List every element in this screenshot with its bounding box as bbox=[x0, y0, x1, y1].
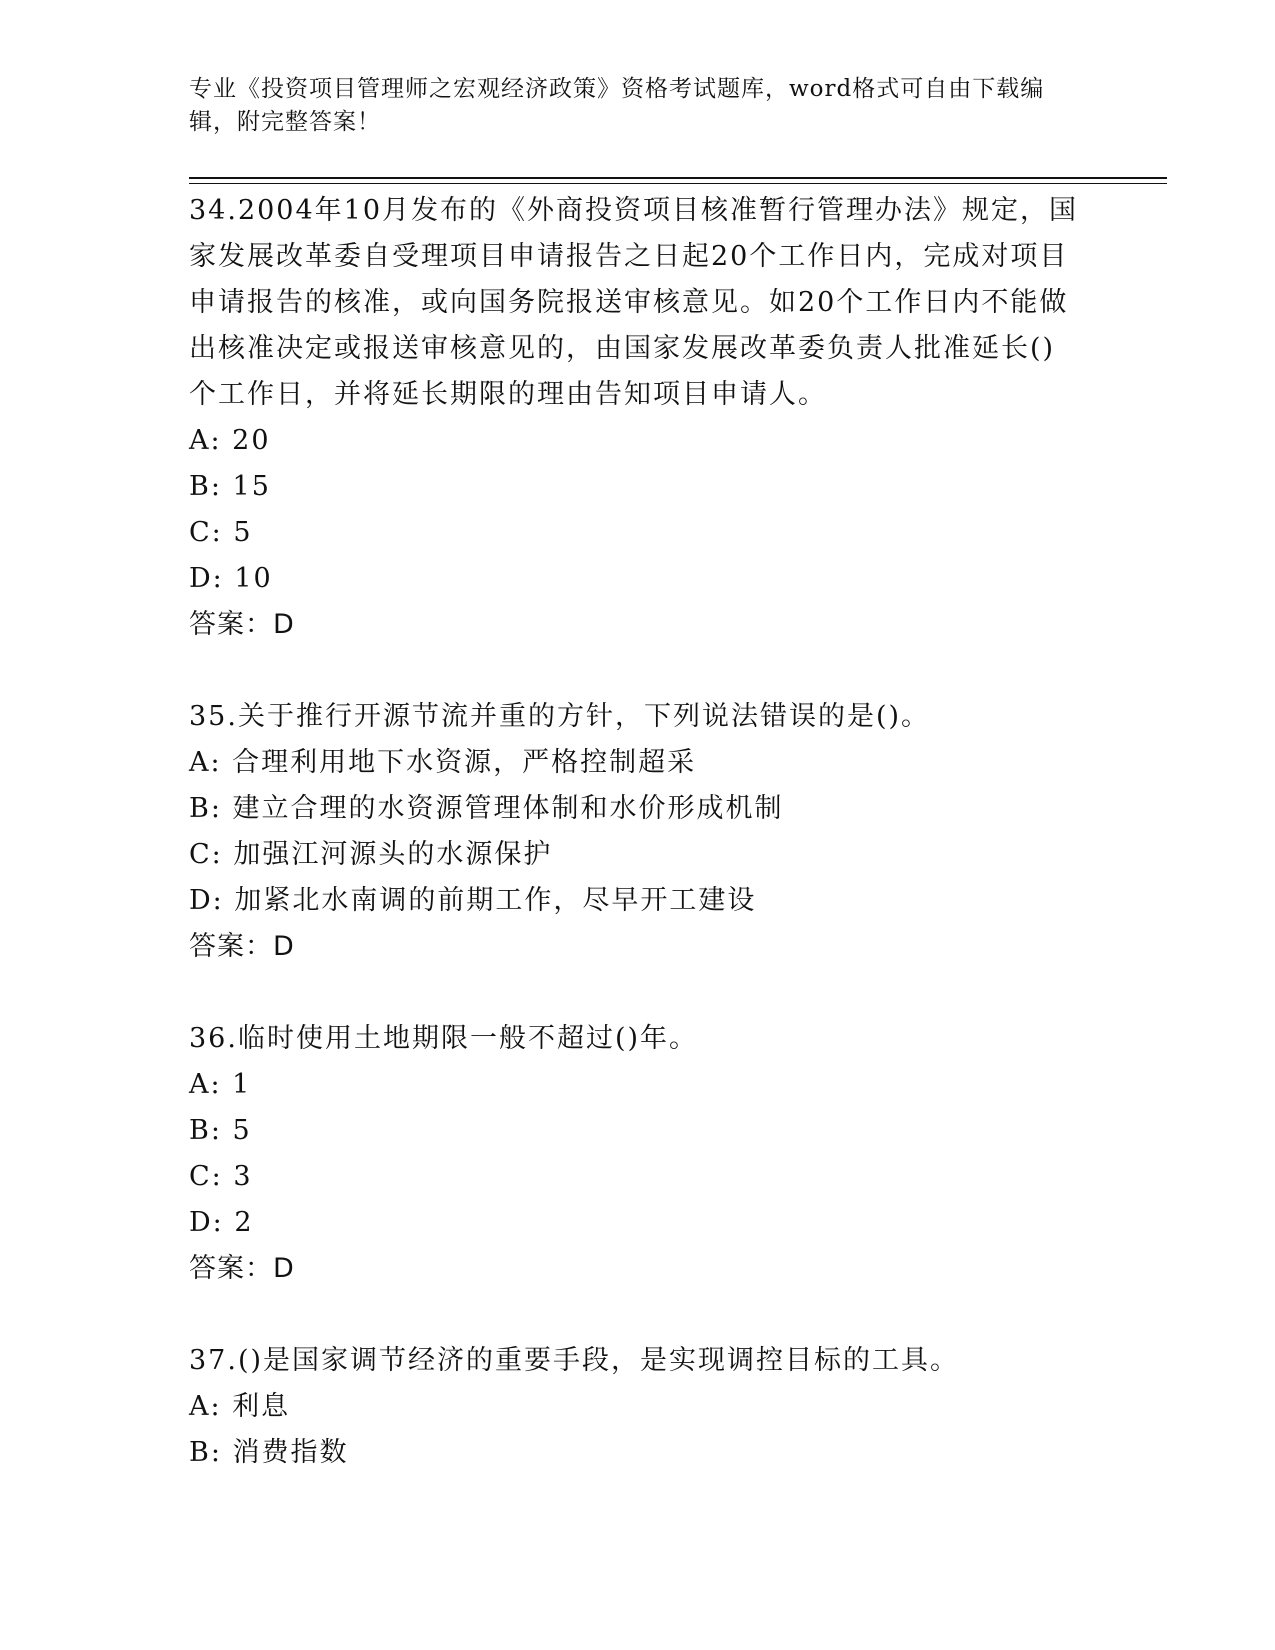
option-a: A: 1 bbox=[189, 1069, 252, 1100]
option-b: B: 消费指数 bbox=[189, 1437, 349, 1468]
question-stem-line: 36.临时使用土地期限一般不超过()年。 bbox=[189, 1023, 699, 1054]
option-c: C: 5 bbox=[189, 517, 253, 548]
question-stem-line: 37.()是国家调节经济的重要手段，是实现调控目标的工具。 bbox=[189, 1345, 960, 1376]
question-stem-line: 申请报告的核准，或向国务院报送审核意见。如20个工作日内不能做 bbox=[189, 287, 1069, 318]
question-spacer bbox=[189, 1292, 1089, 1338]
header-line-1: 专业《投资项目管理师之宏观经济政策》资格考试题库，word格式可自由下载编 bbox=[189, 76, 1045, 102]
question-stem-line: 个工作日，并将延长期限的理由告知项目申请人。 bbox=[189, 379, 827, 410]
question-36 bbox=[189, 1016, 1089, 1292]
option-a: A: 合理利用地下水资源，严格控制超采 bbox=[189, 747, 697, 778]
option-d: D: 2 bbox=[189, 1207, 254, 1238]
option-b: B: 15 bbox=[189, 471, 271, 502]
option-d: D: 10 bbox=[189, 563, 273, 594]
question-stem-line: 35.关于推行开源节流并重的方针，下列说法错误的是()。 bbox=[189, 701, 931, 732]
question-stem-line: 出核准决定或报送审核意见的，由国家发展改革委负责人批准延长() bbox=[189, 333, 1056, 364]
question-spacer bbox=[189, 970, 1089, 1016]
option-a: A: 利息 bbox=[189, 1391, 291, 1422]
option-b: B: 建立合理的水资源管理体制和水价形成机制 bbox=[189, 793, 784, 824]
question-34 bbox=[189, 188, 1089, 648]
document-header bbox=[189, 73, 1089, 139]
answer-line: 答案：D bbox=[189, 1253, 295, 1284]
header-divider-thick bbox=[189, 177, 1167, 179]
answer-line: 答案：D bbox=[189, 609, 295, 640]
header-line-2: 辑，附完整答案！ bbox=[189, 109, 381, 135]
header-divider-thin bbox=[189, 183, 1167, 184]
question-37 bbox=[189, 1338, 1089, 1476]
question-list bbox=[189, 188, 1089, 1476]
option-c: C: 加强江河源头的水源保护 bbox=[189, 839, 553, 870]
option-d: D: 加紧北水南调的前期工作，尽早开工建设 bbox=[189, 885, 757, 916]
option-c: C: 3 bbox=[189, 1161, 253, 1192]
question-35 bbox=[189, 694, 1089, 970]
option-a: A: 20 bbox=[189, 425, 271, 456]
option-b: B: 5 bbox=[189, 1115, 252, 1146]
question-stem-line: 家发展改革委自受理项目申请报告之日起20个工作日内，完成对项目 bbox=[189, 241, 1069, 272]
question-stem-line: 34.2004年10月发布的《外商投资项目核准暂行管理办法》规定，国 bbox=[189, 195, 1079, 226]
answer-line: 答案：D bbox=[189, 931, 295, 962]
question-spacer bbox=[189, 648, 1089, 694]
